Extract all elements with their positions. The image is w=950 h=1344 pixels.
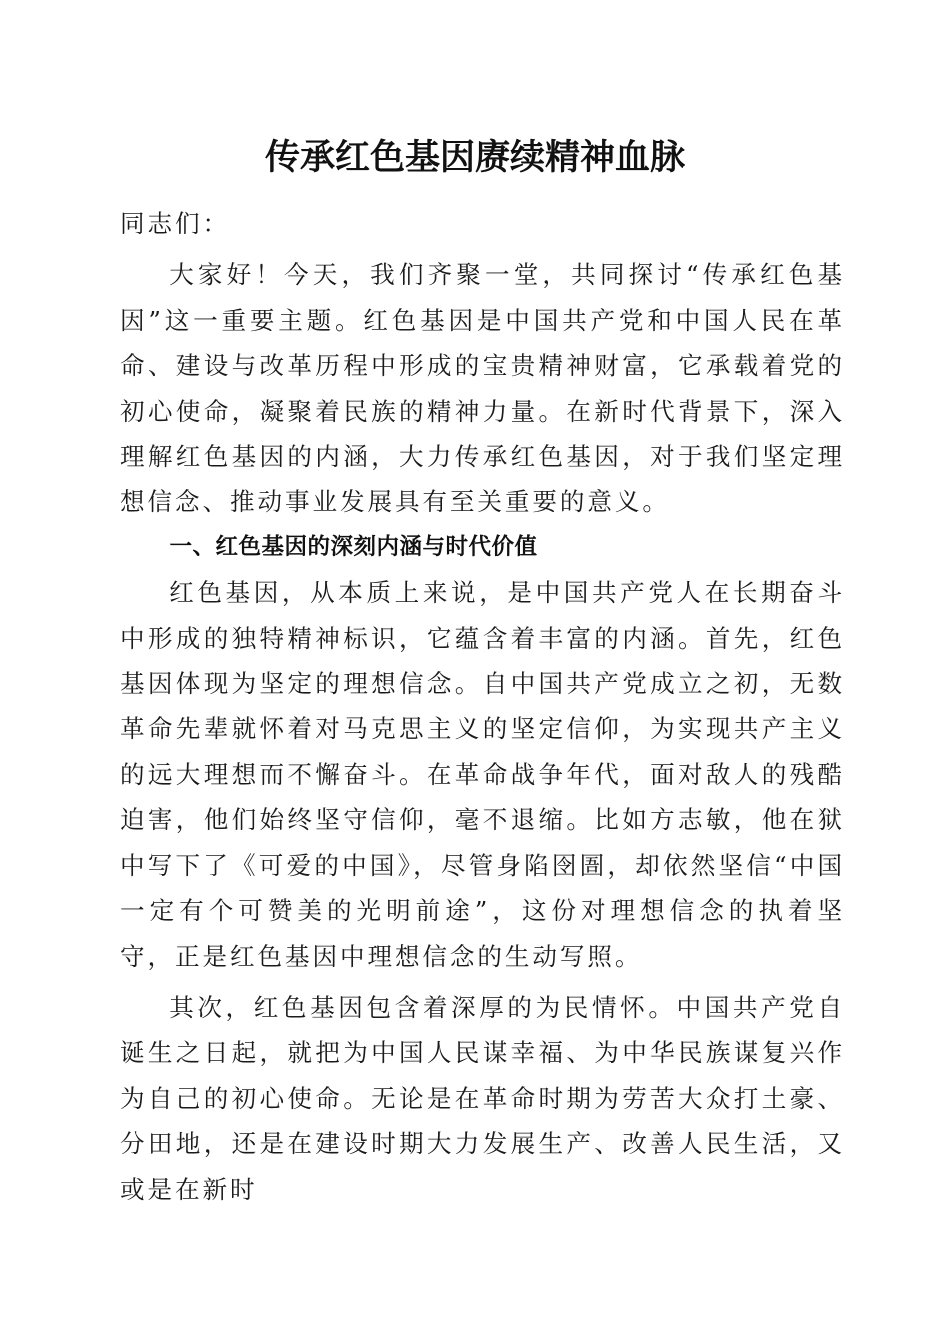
salutation: 同志们： <box>120 209 230 238</box>
intro-paragraph: 大家好！今天，我们齐聚一堂，共同探讨“传承红色基因”这一重要主题。红色基因是中国共产党和中国人民在革命、建设与改革历程中形成的宝贵精神财富，它承载着党的初心使命，凝聚着民族的精神力量。在新时代背景下，深入理解红色基因的内涵，大力传承红色基因，对于我们坚定理想信念、推动事业发展具有至关重要的意义。 <box>120 260 845 517</box>
body-paragraph-2: 其次，红色基因包含着深厚的为民情怀。中国共产党自诞生之日起，就把为中国人民谋幸福、为中华民族谋复兴作为自己的初心使命。无论是在革命时期为劳苦大众打土豪、分田地，还是在建设时期大力发展生产、改善人民生活，又或是在新时 <box>120 992 845 1204</box>
section-heading: 一、红色基因的深刻内涵与时代价值 <box>169 533 538 560</box>
body-paragraph-1: 红色基因，从本质上来说，是中国共产党人在长期奋斗中形成的独特精神标识，它蕴含着丰富的内涵。首先，红色基因体现为坚定的理想信念。自中国共产党成立之初，无数革命先辈就怀着对马克思主义的坚定信仰，为实现共产主义的远大理想而不懈奋斗。在革命战争年代，面对敌人的残酷迫害，他们始终坚守信仰，毫不退缩。比如方志敏，他在狱中写下了《可爱的中国》，尽管身陷囹圄，却依然坚信“中国一定有个可赞美的光明前途”，这份对理想信念的执着坚守，正是红色基因中理想信念的生动写照。 <box>120 578 845 971</box>
document-title: 传承红色基因赓续精神血脉 <box>264 137 685 178</box>
document-body <box>120 201 845 1212</box>
